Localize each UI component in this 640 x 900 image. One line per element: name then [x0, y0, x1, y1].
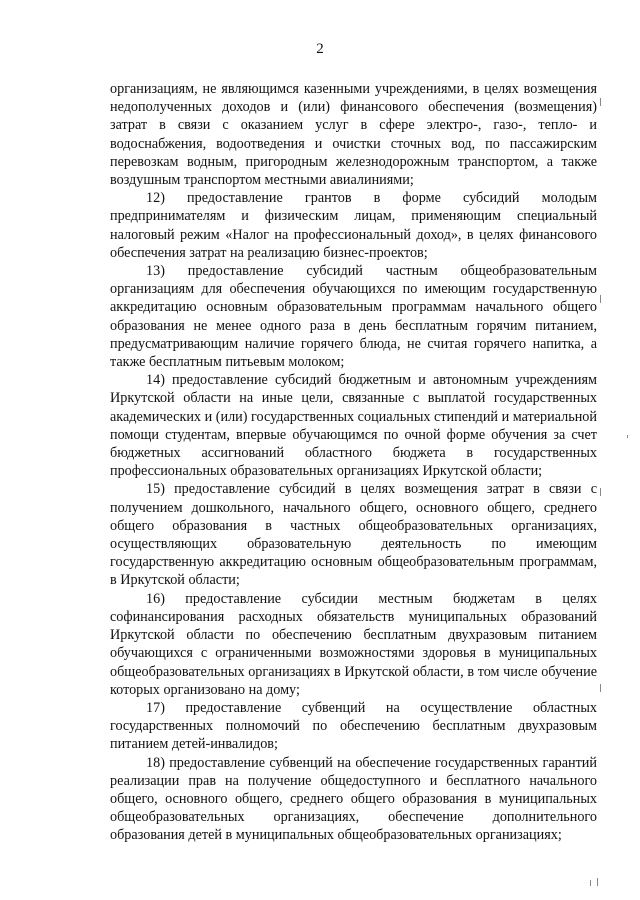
paragraph: 12) предоставление грантов в форме субсидий молодым предпринимателям и физическим лицам, применяющим специальный налоговый режим «Налог на профессиональный доход», в целях финансового обеспечения затрат на реализацию бизнес-проектов; — [110, 190, 597, 261]
scan-artifact — [597, 878, 598, 886]
page-number: 2 — [316, 41, 324, 57]
scan-artifact — [600, 488, 601, 496]
paragraph: организациям, не являющимся казенными учреждениями, в целях возмещения недополученных доходов и (или) финансового обеспечения (возмещения) затрат в связи с оказанием услуг в сфере электро-, газо-, тепло- и водоснабжения, водоотведения и очистки сточных вод, по пассажирским перевозкам водным, пригородным железнодорожным транспортом, а также воздушным транспортом местными авиалиниями; — [110, 81, 597, 189]
paragraph: 13) предоставление субсидий частным общеобразовательным организациям для обеспечения обучающихся по имеющим государственную аккредитацию основным образовательным программам начального общего образования не менее одного раза в день бесплатным горячим питанием, предусматривающим наличие горячего блюда, не считая горячего напитка, а также бесплатным питьевым молоком; — [110, 263, 597, 371]
scan-artifact — [627, 435, 628, 438]
scan-artifact — [590, 880, 591, 886]
paragraph: 15) предоставление субсидий в целях возмещения затрат в связи с получением дошкольного, начального общего, основного общего, среднего общего образования в частных общеобразовательных организациях, осуществляющих образовательную деятельность по имеющим государственную аккредитацию основным общеобразовательным программам, в Иркутской области; — [110, 481, 597, 589]
paragraph: 18) предоставление субвенций на обеспечение государственных гарантий реализации прав на получение общедоступного и бесплатного начального общего, основного общего, среднего общего образования в муниципальных общеобразовательных организациях, обеспечение дополнительного образования детей в муниципальных общеобразовательных организациях; — [110, 754, 597, 844]
scan-artifact — [600, 98, 601, 106]
paragraph: 16) предоставление субсидии местным бюджетам в целях софинансирования расходных обязательств муниципальных образований Иркутской области по обеспечению бесплатным двухразовым питанием обучающихся с ограниченными возможностями здоровья в муниципальных общеобразовательных организациях в Иркутской области, в том числе обучение которых организовано на дому; — [110, 590, 597, 698]
paragraph: 14) предоставление субсидий бюджетным и автономным учреждениям Иркутской области на иные цели, связанные с выплатой государственных академических и (или) государственных социальных стипендий и материальной помощи студентам, впервые обучающимся по очной форме обучения за счет бюджетных ассигнований областного бюджета в государственных профессиональных образовательных организациях Иркутской области; — [110, 372, 597, 480]
scan-artifact — [600, 295, 601, 303]
paragraph: 17) предоставление субвенций на осуществление областных государственных полномочий по обеспечению бесплатным двухразовым питанием детей-инвалидов; — [110, 699, 597, 753]
document-body — [110, 80, 597, 845]
scan-artifact — [600, 684, 601, 692]
